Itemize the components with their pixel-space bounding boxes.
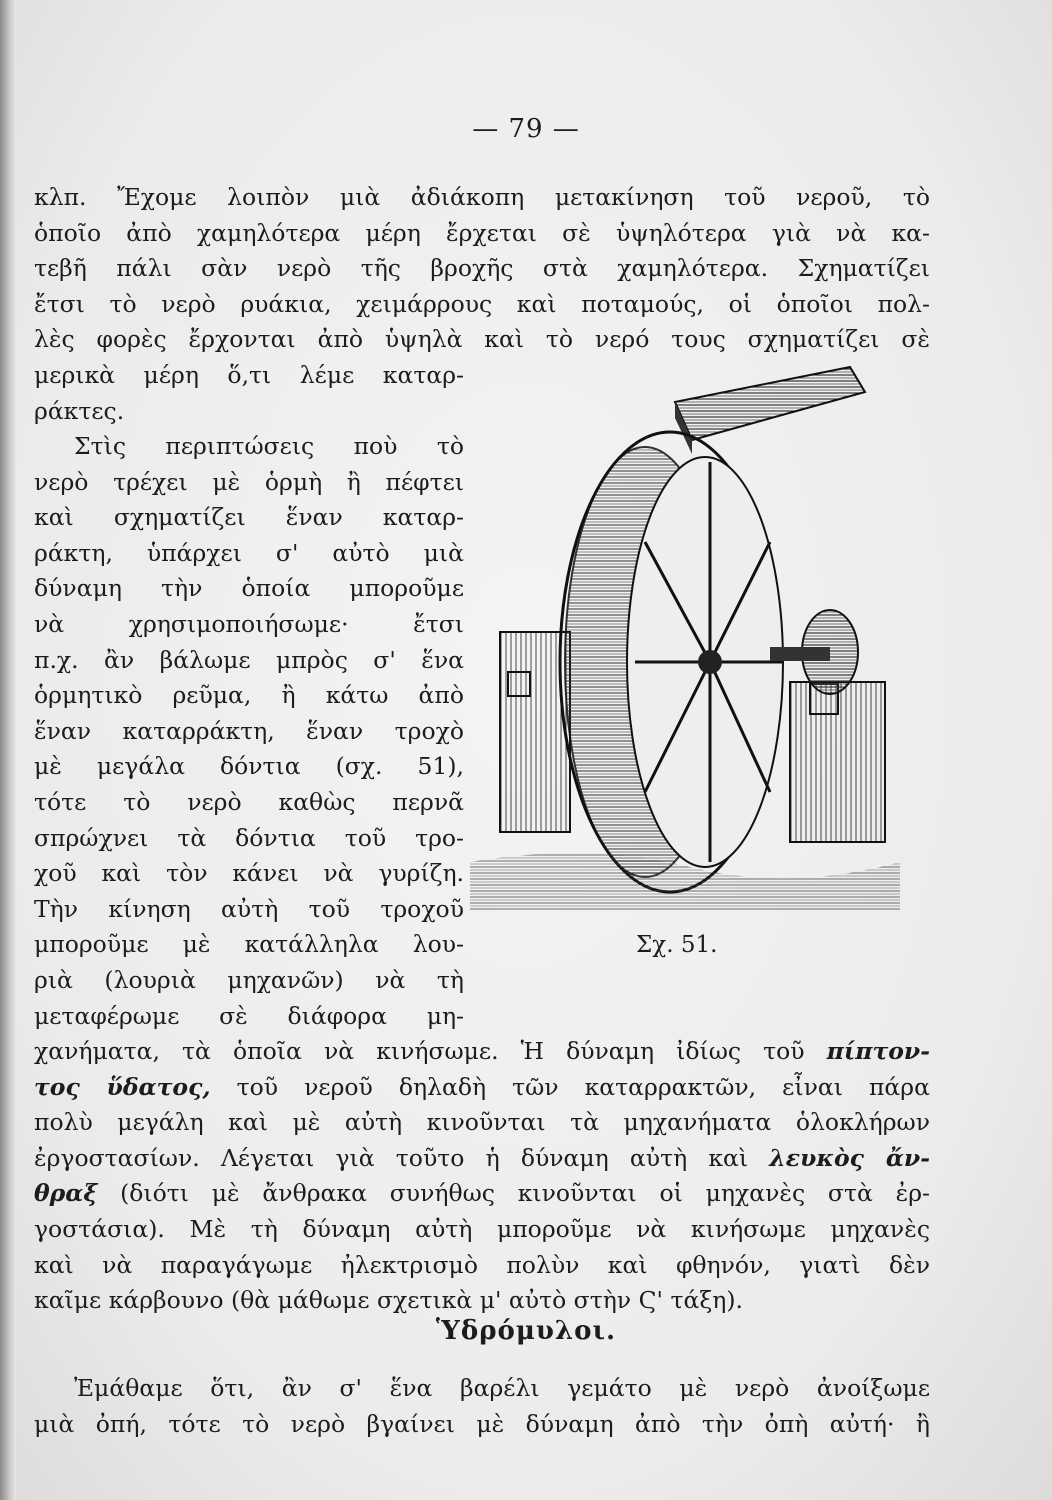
text-line: ἔτσι τὸ νερὸ ρυάκια, χειμάρρους καὶ ποταμούς, οἱ ὁποῖοι πολ- (34, 289, 930, 318)
text-line: λὲς φορὲς ἔρχονται ἀπὸ ὑψηλὰ καὶ τὸ νερό τους σχηματίζει σὲ (34, 325, 930, 354)
text-line: τότε τὸ νερὸ καθὼς περνᾶ (34, 787, 464, 816)
text-line: δύναμη τὴν ὁποία μποροῦμε (34, 574, 464, 603)
paragraph-1 (34, 180, 930, 358)
text-line: κλπ. Ἔχομε λοιπὸν μιὰ ἀδιάκοπη μετακίνηση τοῦ νεροῦ, τὸ (34, 183, 930, 211)
paragraph-1-continued (34, 358, 464, 429)
text-line: ράκτες. (34, 396, 125, 425)
bold-term: θραξ (34, 1179, 98, 1208)
paragraph-3 (34, 1371, 930, 1442)
paragraph-2 (34, 429, 464, 1034)
text-line: Τὴν κίνηση αὐτὴ τοῦ τροχοῦ (34, 894, 464, 923)
text-line: σπρώχνει τὰ δόντια τοῦ τρο- (34, 823, 464, 852)
text-line: ἕναν καταρράκτη, ἕναν τροχὸ (34, 716, 464, 745)
text-line: Ἐμάθαμε ὅτι, ἂν σ' ἕνα βαρέλι γεμάτο μὲ νερὸ ἀνοίξωμε (74, 1374, 930, 1402)
paragraph-2-continued (34, 1034, 930, 1319)
text-line: χανήματα, τὰ ὁποῖα νὰ κινήσωμε. Ἡ δύναμη ἰδίως τοῦ πίπτον- (34, 1037, 930, 1065)
page-binding-shadow (0, 0, 16, 1500)
bold-term: λευκὸς ἄν- (769, 1143, 930, 1172)
text-line: πολὺ μεγάλη καὶ μὲ αὐτὴ κινοῦνται τὰ μηχανήματα ὁλοκλήρων (34, 1108, 930, 1137)
text-line: Στὶς περιπτώσεις ποὺ τὸ (74, 432, 464, 460)
text-line: ἐργοστασίων. Λέγεται γιὰ τοῦτο ἡ δύναμη αὐτὴ καὶ λευκὸς ἄν- (34, 1143, 930, 1172)
text-line: ριὰ (λουριὰ μηχανῶν) νὰ τὴ (34, 965, 464, 994)
text-line: τεβῆ πάλι σὰν νερὸ τῆς βροχῆς στὰ χαμηλότερα. Σχηματίζει (34, 254, 930, 283)
text-line: νερὸ τρέχει μὲ ὁρμὴ ἢ πέφτει (34, 467, 464, 496)
section-heading: Ὑδρόμυλοι. (435, 1316, 617, 1346)
bold-term: τος ὕδατος, (34, 1072, 211, 1101)
text-line: καὶ νὰ παραγάγωμε ἠλεκτρισμὸ πολὺν καὶ φθηνόν, γιατὶ δὲν (34, 1250, 930, 1279)
text-line: μποροῦμε μὲ κατάλληλα λου- (34, 930, 464, 959)
text-line: ράκτη, ὑπάρχει σ' αὐτὸ μιὰ (34, 538, 464, 567)
text-line: μεταφέρωμε σὲ διάφορα μη- (34, 1001, 464, 1030)
water-wheel-figure (470, 362, 900, 910)
text-line: χοῦ καὶ τὸν κάνει νὰ γυρίζη. (34, 859, 464, 888)
text-line: γοστάσια). Μὲ τὴ δύναμη αὐτὴ μποροῦμε νὰ κινήσωμε μηχανὲς (34, 1214, 930, 1243)
text-line: μιὰ ὀπή, τότε τὸ νερὸ βγαίνει μὲ δύναμη ἀπὸ τὴν ὀπὴ αὐτή· ἢ (34, 1409, 930, 1438)
page-number: — 79 — (472, 114, 580, 144)
text-line: π.χ. ἂν βάλωμε μπρὸς σ' ἕνα (34, 645, 464, 674)
figure-caption: Σχ. 51. (636, 932, 718, 958)
text-line: μὲ μεγάλα δόντια (σχ. 51), (34, 752, 464, 781)
text-line: θραξ (διότι μὲ ἄνθρακα συνήθως κινοῦνται οἱ μηχανὲς στὰ ἐρ- (34, 1179, 930, 1208)
text-line: μερικὰ μέρη ὅ,τι λέμε καταρ- (34, 361, 464, 389)
water-wheel-icon (470, 362, 900, 910)
text-line: καῖμε κάρβουνο (θὰ μάθωμε σχετικὰ μ' αὐτὸ στὴν Ϛ' τάξη). (34, 1286, 744, 1315)
text-line: ὁποῖο ἀπὸ χαμηλότερα μέρη ἔρχεται σὲ ὑψηλότερα γιὰ νὰ κα- (34, 218, 930, 247)
text-line: τος ὕδατος, τοῦ νεροῦ δηλαδὴ τῶν καταρρακτῶν, εἶναι πάρα (34, 1072, 930, 1101)
text-line: καὶ σχηματίζει ἕναν καταρ- (34, 503, 464, 532)
text-line: νὰ χρησιμοποιήσωμε· ἔτσι (34, 609, 464, 638)
bold-term: πίπτον- (826, 1037, 930, 1065)
text-line: ὁρμητικὸ ρεῦμα, ἢ κάτω ἀπὸ (34, 681, 464, 710)
